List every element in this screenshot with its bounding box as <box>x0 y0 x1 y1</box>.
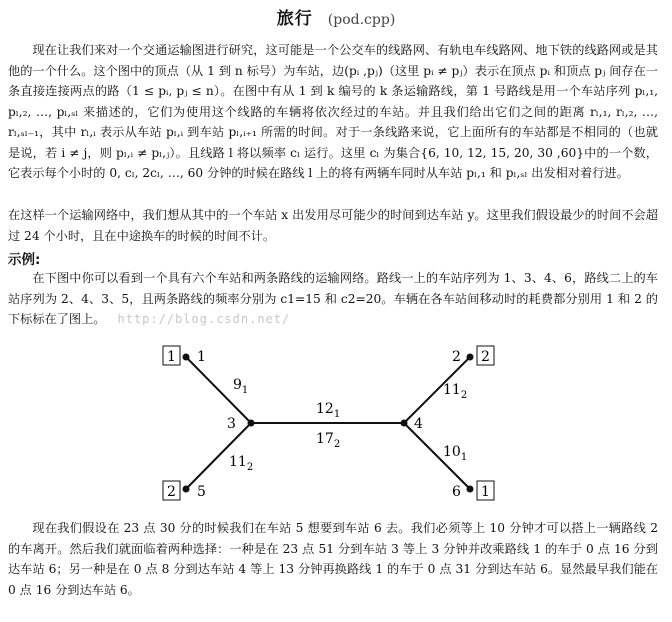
station-label-4: 4 <box>414 416 423 432</box>
page-subtitle: (pod.cpp) <box>327 12 396 28</box>
intro-paragraph-1: 现在让我们来对一个交通运输图进行研究，这可能是一个公交车的线路网、有轨电车线路网、地下铁的线路网或是其他的一个什么。这个图中的顶点（从 1 到 n 标号）为车站，边(pᵢ ,pⱼ)（这里 pᵢ ≠ pⱼ）表示在顶点 pᵢ 和顶点 pⱼ 间存在一条直接连接两点的路（1 ≤ pᵢ, pⱼ ≤ n）。在图中有从 1 到 k 编号的 k 条运输路线，第 1 号路线是用一个车站序列 pₗ,₁, pₗ,₂, …, pₗ,ₛₗ 来描述的，它们为使用这个线路的车辆将依次经过的车站。并且我们给出它们之间的距离 rₗ,₁, rₗ,₂, …, rₗ,ₛₗ₋₁，其中 rₗ,ᵢ 表示从车站 pₗ,ᵢ 到车站 pₗ,ᵢ₊₁ 所需的时间。对于一条线路来说，它上面所有的车站都是不相同的（也就是说，若 i ≠ j，则 pₗ,ᵢ ≠ pₗ,ⱼ）。且线路 l 将以频率 cₗ 运行。这里 cₗ 为集合{6, 10, 12, 15, 20, 30 ,60}中的一个数，它表示每个小时的 0, cₗ, 2cₗ, …, 60 分钟的时候在路线 l 上的将有两辆车同时从车站 pₗ,₁ 和 pₗ,ₛₗ 出发相对着行进。 <box>8 43 658 180</box>
example-paragraph-1-text: 在下图中你可以看到一个具有六个车站和两条路线的运输网络。路线一上的车站序列为 1、3、4、6，路线二上的车站序列为 2、4、3、5，且两条路线的频率分别为 c1=15 和 c2=20。车辆在各车站间移动时的耗费都分别用 1 和 2 的下标标在了图上。 <box>8 271 658 326</box>
route-box-top-right-label: 2 <box>481 349 490 365</box>
edge-weight-3-4-route1: $12_1$ <box>316 401 341 420</box>
intro-paragraph-2: 在这样一个运输网络中，我们想从其中的一个车站 x 出发用尽可能少的时间到达车站 y。这里我们假设最少的时间不会超过 24 个小时，且在中途换车的时候的时间不计。 <box>8 208 658 243</box>
example-paragraph-1 <box>8 268 658 330</box>
example-paragraph-2: 现在我们假设在 23 点 30 分的时候我们在车站 5 想要到车站 6 去。我们必须等上 10 分钟才可以搭上一辆路线 2 的车离开。然后我们就面临着两种选择：一种是在 23 点 51 分到车站 3 等上 3 分钟并改乘路线 1 的车于 0 点 16 分到达车站 6；另一种是在 0 点 8 分到达车站 4 等上 13 分钟再换路线 1 的车于 0 点 31 分到达车站 6。显然最早我们能在 0 点 16 分到达车站 6。 <box>8 521 658 597</box>
watermark-text: http://blog.csdn.net/ <box>117 312 291 326</box>
edge-weight-3-5: $11_2$ <box>229 454 254 473</box>
station-2-dot <box>467 354 474 361</box>
route-box-top-left-label: 1 <box>167 349 176 365</box>
station-label-5: 5 <box>197 484 206 500</box>
example-heading: 示例: <box>8 252 41 268</box>
station-5-dot <box>183 486 190 493</box>
edge-weight-4-6: $10_1$ <box>443 444 468 463</box>
title-line <box>0 8 672 31</box>
station-1-dot <box>183 354 190 361</box>
route-box-bottom-left-label: 2 <box>167 484 176 500</box>
station-6-dot <box>467 486 474 493</box>
station-label-1: 1 <box>197 349 206 365</box>
edge-weight-4-2: $11_2$ <box>443 382 468 401</box>
station-label-3: 3 <box>227 416 236 432</box>
route-box-bottom-right-label: 1 <box>481 484 490 500</box>
station-3-dot <box>248 420 255 427</box>
station-4-dot <box>401 420 408 427</box>
station-label-2: 2 <box>452 349 461 365</box>
station-label-6: 6 <box>452 484 461 500</box>
edge-weight-3-4-route2: $17_2$ <box>316 431 341 450</box>
page-title: 旅行 <box>276 9 313 29</box>
network-diagram <box>0 330 672 510</box>
edge-weight-1-3: $9_1$ <box>233 377 249 396</box>
